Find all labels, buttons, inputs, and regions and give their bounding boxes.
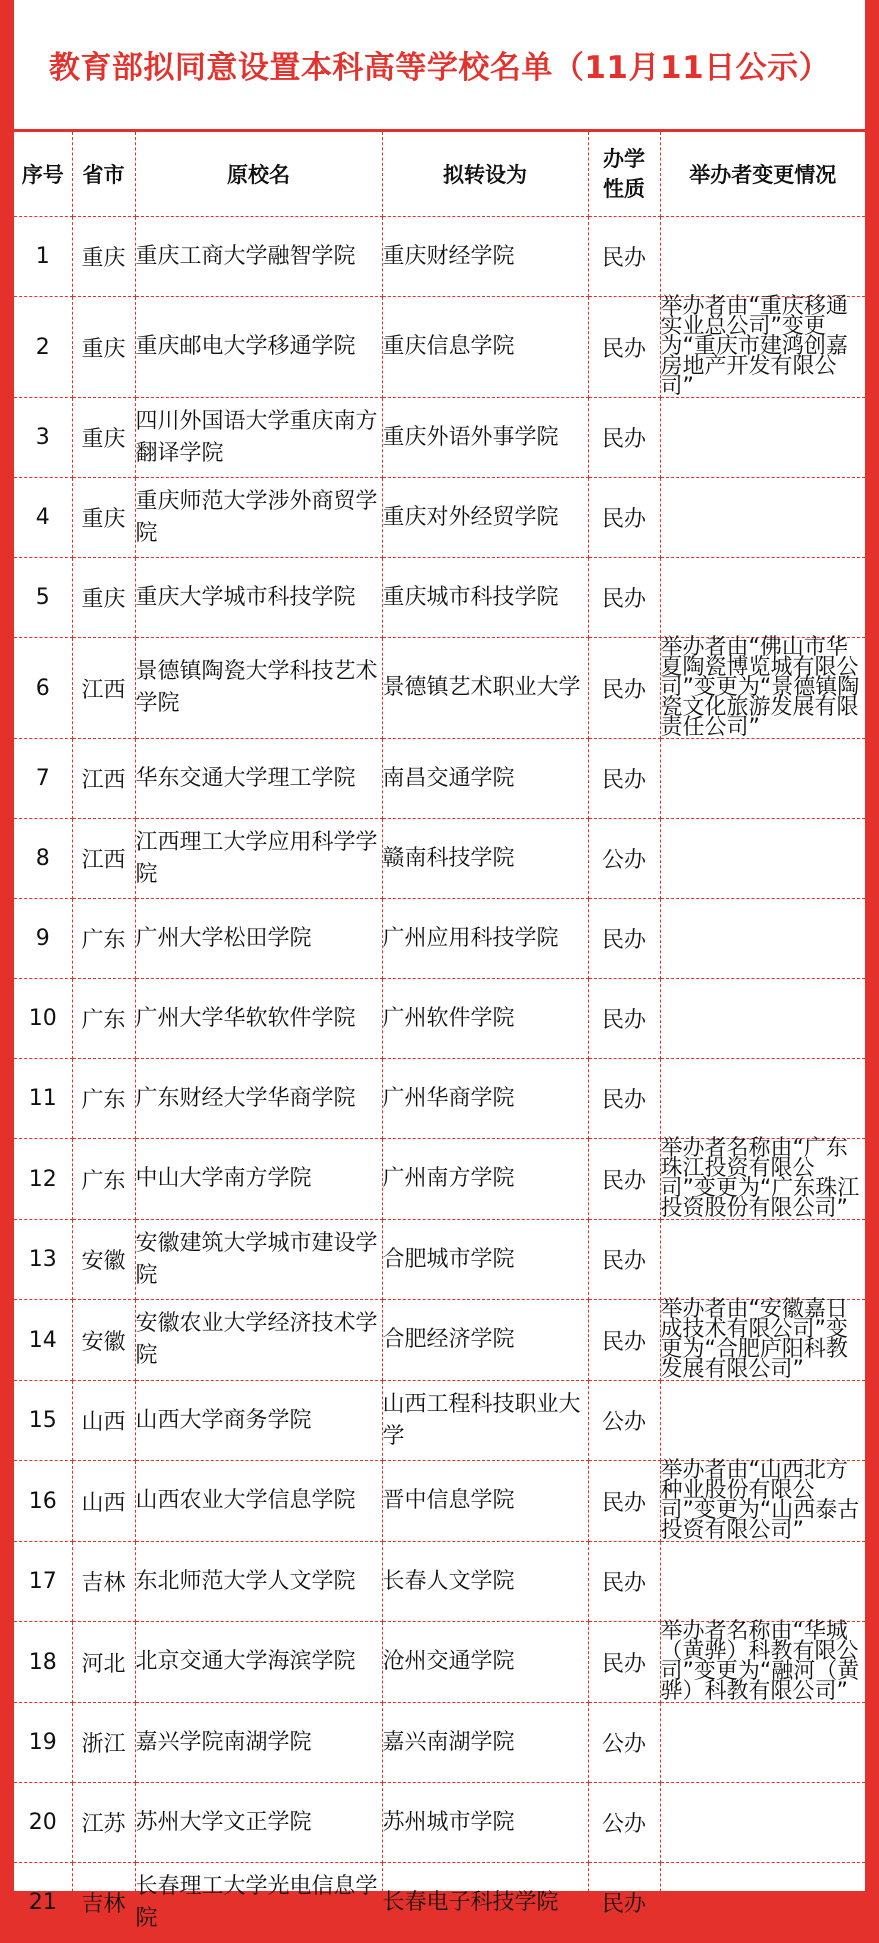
cell-province: 安徽 [72,1300,135,1381]
header-new-name: 拟转设为 [382,132,588,217]
table-row [14,1703,865,1783]
cell-province: 重庆 [72,398,135,478]
cell-nature: 公办 [588,1703,660,1783]
cell-no: 20 [14,1783,72,1863]
cell-original-name: 华东交通大学理工学院 [135,739,382,819]
cell-no: 10 [14,979,72,1059]
cell-change [660,217,865,297]
table-row [14,1139,865,1220]
table-row [14,1863,865,1943]
cell-new-name: 苏州城市学院 [382,1783,588,1863]
cell-province: 安徽 [72,1220,135,1300]
cell-original-name: 北京交通大学海滨学院 [135,1622,382,1703]
cell-new-name: 重庆对外经贸学院 [382,478,588,558]
table-row [14,1059,865,1139]
cell-province: 江苏 [72,1783,135,1863]
cell-new-name: 广州应用科技学院 [382,899,588,979]
cell-change [660,1220,865,1300]
cell-province: 吉林 [72,1542,135,1622]
table-row [14,1220,865,1300]
table-header-row [14,132,865,217]
school-table [14,132,865,1943]
cell-no: 15 [14,1381,72,1461]
cell-change [660,1703,865,1783]
cell-no: 3 [14,398,72,478]
header-nature-line1: 办学 [603,147,645,171]
cell-original-name: 江西理工大学应用科学学院 [135,819,382,899]
table-row [14,558,865,638]
cell-change: 举办者由“重庆移通实业总公司”变更为“重庆市建鸿创嘉房地产开发有限公司” [660,297,865,398]
cell-new-name: 广州软件学院 [382,979,588,1059]
cell-province: 重庆 [72,558,135,638]
cell-new-name: 长春人文学院 [382,1542,588,1622]
header-original-name: 原校名 [135,132,382,217]
header-province: 省市 [72,132,135,217]
cell-nature: 民办 [588,1863,660,1943]
cell-new-name: 赣南科技学院 [382,819,588,899]
table-row [14,1622,865,1703]
cell-new-name: 山西工程科技职业大学 [382,1381,588,1461]
table-row [14,1381,865,1461]
cell-nature: 民办 [588,297,660,398]
header-no: 序号 [14,132,72,217]
cell-no: 14 [14,1300,72,1381]
table-row [14,478,865,558]
table-row [14,899,865,979]
cell-change: 举办者名称由“广东珠江投资有限公司”变更为“广东珠江投资股份有限公司” [660,1139,865,1220]
cell-change [660,979,865,1059]
cell-no: 19 [14,1703,72,1783]
cell-original-name: 广州大学松田学院 [135,899,382,979]
cell-province: 广东 [72,899,135,979]
cell-new-name: 沧州交通学院 [382,1622,588,1703]
cell-change: 举办者由“安徽嘉日成技术有限公司”变更为“合肥庐阳科教发展有限公司” [660,1300,865,1381]
cell-change [660,398,865,478]
cell-province: 山西 [72,1381,135,1461]
cell-new-name: 合肥经济学院 [382,1300,588,1381]
document-frame [14,0,865,1931]
cell-new-name: 长春电子科技学院 [382,1863,588,1943]
table-row [14,297,865,398]
cell-original-name: 山西农业大学信息学院 [135,1461,382,1542]
cell-original-name: 重庆大学城市科技学院 [135,558,382,638]
cell-nature: 公办 [588,1381,660,1461]
cell-nature: 民办 [588,1622,660,1703]
cell-province: 江西 [72,638,135,739]
cell-new-name: 广州南方学院 [382,1139,588,1220]
cell-no: 16 [14,1461,72,1542]
cell-change [660,819,865,899]
cell-new-name: 重庆财经学院 [382,217,588,297]
cell-change [660,1542,865,1622]
cell-nature: 民办 [588,1059,660,1139]
cell-province: 广东 [72,1139,135,1220]
cell-no: 18 [14,1622,72,1703]
cell-no: 12 [14,1139,72,1220]
table-body [14,217,865,1943]
cell-province: 江西 [72,819,135,899]
cell-new-name: 广州华商学院 [382,1059,588,1139]
cell-nature: 民办 [588,1300,660,1381]
cell-nature: 公办 [588,819,660,899]
cell-no: 5 [14,558,72,638]
cell-no: 4 [14,478,72,558]
cell-province: 广东 [72,1059,135,1139]
table-row [14,819,865,899]
cell-original-name: 长春理工大学光电信息学院 [135,1863,382,1943]
cell-nature: 民办 [588,1139,660,1220]
cell-new-name: 景德镇艺术职业大学 [382,638,588,739]
cell-change [660,1381,865,1461]
cell-original-name: 山西大学商务学院 [135,1381,382,1461]
cell-nature: 民办 [588,217,660,297]
cell-original-name: 中山大学南方学院 [135,1139,382,1220]
cell-change [660,478,865,558]
cell-original-name: 重庆工商大学融智学院 [135,217,382,297]
cell-original-name: 东北师范大学人文学院 [135,1542,382,1622]
cell-change [660,899,865,979]
cell-no: 11 [14,1059,72,1139]
cell-change [660,1059,865,1139]
cell-no: 9 [14,899,72,979]
cell-province: 山西 [72,1461,135,1542]
cell-province: 江西 [72,739,135,819]
cell-no: 1 [14,217,72,297]
cell-province: 重庆 [72,217,135,297]
cell-original-name: 重庆师范大学涉外商贸学院 [135,478,382,558]
header-change: 举办者变更情况 [660,132,865,217]
cell-original-name: 重庆邮电大学移通学院 [135,297,382,398]
header-nature-line2: 性质 [603,177,645,201]
cell-nature: 民办 [588,1542,660,1622]
table-row [14,1461,865,1542]
cell-change [660,558,865,638]
cell-new-name: 重庆外语外事学院 [382,398,588,478]
cell-no: 8 [14,819,72,899]
cell-change: 举办者由“佛山市华夏陶瓷博览城有限公司”变更为“景德镇陶瓷文化旅游发展有限责任公司” [660,638,865,739]
cell-original-name: 景德镇陶瓷大学科技艺术学院 [135,638,382,739]
table-row [14,398,865,478]
cell-original-name: 安徽农业大学经济技术学院 [135,1300,382,1381]
cell-new-name: 南昌交通学院 [382,739,588,819]
cell-no: 7 [14,739,72,819]
cell-original-name: 广州大学华软软件学院 [135,979,382,1059]
table-row [14,638,865,739]
cell-new-name: 晋中信息学院 [382,1461,588,1542]
cell-original-name: 苏州大学文正学院 [135,1783,382,1863]
cell-new-name: 合肥城市学院 [382,1220,588,1300]
header-nature [588,132,660,217]
cell-nature: 民办 [588,398,660,478]
cell-original-name: 安徽建筑大学城市建设学院 [135,1220,382,1300]
table-row [14,1542,865,1622]
cell-no: 21 [14,1863,72,1943]
cell-nature: 公办 [588,1783,660,1863]
cell-nature: 民办 [588,1461,660,1542]
table-row [14,1300,865,1381]
cell-nature: 民办 [588,739,660,819]
cell-new-name: 重庆城市科技学院 [382,558,588,638]
cell-no: 2 [14,297,72,398]
cell-province: 河北 [72,1622,135,1703]
cell-province: 重庆 [72,478,135,558]
cell-nature: 民办 [588,899,660,979]
cell-province: 浙江 [72,1703,135,1783]
cell-original-name: 四川外国语大学重庆南方翻译学院 [135,398,382,478]
cell-no: 17 [14,1542,72,1622]
cell-new-name: 重庆信息学院 [382,297,588,398]
page-title: 教育部拟同意设置本科高等学校名单（11月11日公示） [14,0,865,132]
cell-change [660,1863,865,1943]
table-row [14,979,865,1059]
cell-new-name: 嘉兴南湖学院 [382,1703,588,1783]
cell-change: 举办者由“山西北方种业股份有限公司”变更为“山西泰古投资有限公司” [660,1461,865,1542]
cell-province: 广东 [72,979,135,1059]
cell-change [660,739,865,819]
cell-change [660,1783,865,1863]
table-row [14,739,865,819]
cell-nature: 民办 [588,1220,660,1300]
cell-nature: 民办 [588,558,660,638]
cell-change: 举办者名称由“华城（黄骅）科教有限公司”变更为“融河（黄骅）科教有限公司” [660,1622,865,1703]
cell-no: 6 [14,638,72,739]
cell-province: 吉林 [72,1863,135,1943]
cell-nature: 民办 [588,979,660,1059]
cell-nature: 民办 [588,478,660,558]
cell-original-name: 嘉兴学院南湖学院 [135,1703,382,1783]
cell-no: 13 [14,1220,72,1300]
table-row [14,1783,865,1863]
cell-original-name: 广东财经大学华商学院 [135,1059,382,1139]
cell-province: 重庆 [72,297,135,398]
table-row [14,217,865,297]
cell-nature: 民办 [588,638,660,739]
